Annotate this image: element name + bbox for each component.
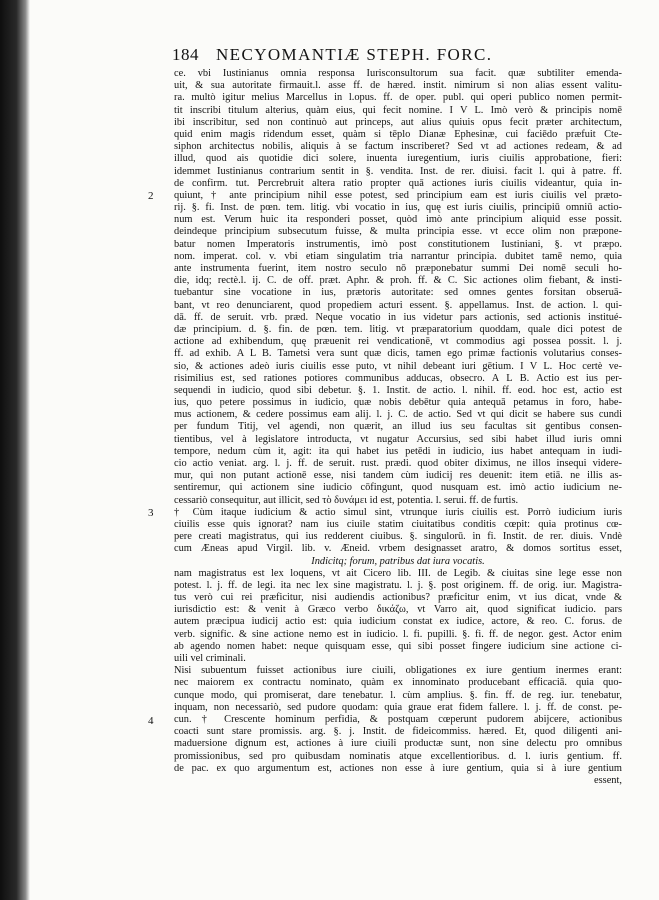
- text-line: verb. signific. & sine actione nemo est in iudicio. l. fi. pupilli. §. fi. ff. de negor. gest. Actor enim: [174, 628, 622, 640]
- margin-note-number: 2: [148, 190, 154, 202]
- text-line: quid enim magis ridendum esset, quàm si tēplo Dianæ Ephesinæ, cui faciēdo præfuit Cte-: [174, 128, 622, 140]
- text-line: promissionibus, sed pro quibusdam nominatis atque excellentioribus. d. l. iuris gentium. ff.: [174, 750, 622, 762]
- text-line: idemmet Iustinianus contrarium sentit in §. vendita. Inst. de rer. diuisi. facit l. qui à patre. ff.: [174, 165, 622, 177]
- text-line: num est. Verum huic ita responderi posset, quòd imò ante principium aliquid esse possit.: [174, 214, 622, 226]
- text-line: die, idq; rectè.l. ij. C. de off. præt. Aphr. & proh. ff. & C. Sic actiones olim fiebant, & insti-: [174, 275, 622, 287]
- text-line: ante instrumenta fuerint, item nostro seculo nō præponebatur summi Dei nomē seculi ho-: [174, 263, 622, 274]
- text-line: mus actionem, & cedere possimus eam alij. l. j. C. de actio. Sed vt qui dicit se habere sus cundi: [174, 409, 622, 421]
- text-line: Nisi subuentum fuisset actionibus iure ciuili, obligationes ex iure gentium inermes erant:: [174, 665, 622, 677]
- margin-note-number: 3: [148, 507, 154, 520]
- text-line: nec maiorem ex contractu nominato, quàm ex innominato producebant efficaciā. quia quo-: [174, 677, 622, 689]
- text-line: ce. vbi Iustinianus omnia responsa Iurisconsultorum sua facit. quæ subtiliter emenda-: [174, 68, 622, 79]
- page-header: [172, 44, 562, 66]
- text-line: cio actio veniat. arg. l. j. ff. de seruit. rust. prædi. quod obiter diximus, ne illos insequi videre-: [174, 458, 622, 469]
- text-line: ibi inscribitur, sed non continuò aut princeps, aut alius quiuis opus fecit præter architectum,: [174, 116, 622, 128]
- text-line: autem præcipua iudicij actio est: quia iudicium constat ex iudice, actore, & reo. C. forus. de: [174, 616, 622, 628]
- text-line: iurisdictio est: & venit à Græco verbo δικάζω, vt Varro ait, quod significat iudicio. pars: [174, 604, 622, 616]
- main-text-block: [174, 68, 622, 894]
- text-line: per fundum Titij, vel agendi, non quærit, an illud ius seu facultas sit gentibus consen-: [174, 421, 622, 433]
- text-line: essent,: [594, 774, 622, 786]
- text-line: ab agendo nomen habet: neque quisquam esse, qui sibi posset fingere iudicium sine actione ci-: [174, 640, 622, 652]
- text-line: coacti sunt stare promissis. arg. §. j. Instit. de fideicommiss. hæred. Et, quod diligenti ani-: [174, 726, 622, 738]
- text-line: batur nomen Imperatoris instrumentis, imò post constitutionem Iustiniani, §. vt præpo.: [174, 238, 622, 250]
- text-line: ff. ad exhib. A L B. Tametsi vera sunt quæ dicis, tamen ego primæ factionis volutarius conses-: [174, 348, 622, 360]
- text-line: nam magistratus est lex loquens, vt ait Cicero lib. III. de Legib. & ciuitas sine lege esse non: [174, 567, 622, 579]
- text-line: cum Æneas apud Virgil. lib. v. Æneid. vrbem designasset aratro, & domos sortitus esset,: [174, 543, 622, 555]
- text-line: tientibus, vel à legislatore introducta, vt nugatur Accursius, sed sibi habet illud iuris omni: [174, 433, 622, 445]
- text-line: risimilius est, sed rationes potiores communibus adducas, obsecro. A L B. Actio est ius per-: [174, 372, 622, 384]
- binding-shadow: [0, 0, 30, 900]
- text-line: tit inscribi titulum alterius, quàm eius, qui fecit nomine. I V L. Imò verò & principis nomē: [174, 104, 622, 116]
- text-line: bant, vt reo denunciarent, quod propediem acturi essent. §. appellamus. Inst. de action. l. qui-: [174, 299, 622, 311]
- text-line: de pac. ex quo argumentum est, actiones non esse à iure gentium, quia si à iure gentium: [174, 762, 622, 774]
- text-line: ius, quo petere possimus in iudicio, quæ nobis debētur quia antequā petamus in foro, habe-: [174, 397, 622, 409]
- text-line: potest. l. j. ff. de legi. ita nec lex sine magistratu. l. j. §. post originem. ff. de orig. iur. Magistra-: [174, 579, 622, 591]
- text-line: tuebantur sine vocatione in ius, prætoris autoritate: sed omnes gentes forsitan obseruā-: [174, 287, 622, 299]
- text-line: sentiremur, qui actionem sine iudicio cōfingunt, quod nusquam est. imò actio iudicium ne-: [174, 482, 622, 494]
- text-line: pere creati magistratus, qui ius redderent ciuibus. §. singulorū. in fi. Instit. de rer. diuis. Vndè: [174, 531, 622, 543]
- text-line: de confirm. tut. Percrebruit altera ratio propter quā actiones iuris ciuilis videantur, quia in-: [174, 177, 622, 189]
- text-line: cessariò consequitur, aut illicit, sed τὸ δυνάμει id est, potentia. l. serui. ff. de furtis.: [174, 494, 519, 506]
- text-line: quiunt, † ante principium nihil esse potest, sed principium eam est iuris ciuilis vel præto-: [174, 189, 622, 201]
- verse-quotation: Indicitq; forum, patribus dat iura vocatis.: [311, 555, 485, 567]
- text-line: illud, quod ais quotidie dici solere, inuenta iuregentium, iuris ciuilis approbatione, fieri:: [174, 153, 622, 165]
- text-line: tempore, nedum cùm it, agit: ita qui habet ius petēdi in iudicio, ius habet antequam in iudi-: [174, 445, 622, 457]
- text-line: dæ principium. d. §. fin. de pœn. tem. litig. vt præparatorium quoddam, quale dici potest de: [174, 323, 622, 335]
- text-line: ra. multò igitur melius Marcellus in l.opus. ff. de oper. publ. qui operi publico nomen permit-: [174, 92, 622, 104]
- text-line: dā. ff. de seruit. vrb. præd. Neque vocatio in ius videtur pars actionis, sed actionis institué-: [174, 311, 622, 323]
- text-line: cun. † Crescente hominum perfidia, & postquam cœperunt pudorem abijcere, actionibus: [174, 713, 622, 725]
- text-line: mur, qui non putant actionē esse, nisi tandem cùm iudicij res deuenit: item etiā. ne illis as-: [174, 470, 622, 482]
- text-line: cunque modo, qui promiserat, dare tenebatur. l. cùm amplius. §. fin. ff. de reg. iur. tenebatur,: [174, 689, 622, 701]
- page-number: 184: [172, 45, 199, 64]
- text-line: uili vel criminali.: [174, 653, 246, 664]
- text-line: tus verò cui rei præficitur, nisi audiendis actionibus? præficitur enim, vt ius dicat, vnde &: [174, 592, 622, 604]
- text-line: rij. §. fi. Inst. de pœn. tem. litig. vbi vocatio in ius, quę est iuris ciuilis, principiū omniū actio-: [174, 202, 622, 214]
- text-line: siphon architectus nobilis, aliquis à se factum inscriberet? Sed vt ad actiones redeam, & ad: [174, 141, 622, 153]
- text-line: uit, & sua autoritate firmauit.l. asse ff. de hæred. instit. nimirum si non alias essent valitu-: [174, 80, 622, 92]
- text-line: ciuilis esse quis ignorat? nam ius ciuile statim ciuitatibus conditis cœpit: quia protinus cœ-: [174, 518, 622, 530]
- text-line: inquam, non necessariò, sed pudore quodam: quia graue erat fidem fallere. l. j. ff. de const. pe-: [174, 701, 622, 713]
- running-title: NECYOMANTIÆ STEPH. FORC.: [216, 45, 493, 64]
- text-line: sequendi in iudicio, quod sibi debetur. §. 1. Instit. de actio. l. nihil. ff. eod. hoc est, actio est: [174, 384, 622, 396]
- text-line: sio, & actiones adeò iuris ciuilis esse puto, vt nihil debeant iuri gētium. I V L. Hoc certè ve-: [174, 360, 622, 372]
- text-line: nom. imperat. col. v. vbi etiam singulatim tria narrantur principia. dubitet tamē nemo, quia: [174, 250, 622, 262]
- text-line: maduersione dignum est, actiones à iure ciuili productæ sunt, non sine delectu pro omnibus: [174, 738, 622, 750]
- text-line: † Cùm itaque iudicium & actio simul sint, vtrunque iuris ciuilis est. Porrò iudicium iuris: [174, 506, 622, 518]
- margin-note-number: 4: [148, 714, 154, 727]
- text-line: actione ad exhibendum, quę præuenit rei vendicationē, vt commodius agi possea possit. l. j.: [174, 336, 622, 348]
- text-line: deindeque principium subsecutum fuisse, & multa principia esse. vt ecce olim non præpone-: [174, 226, 622, 238]
